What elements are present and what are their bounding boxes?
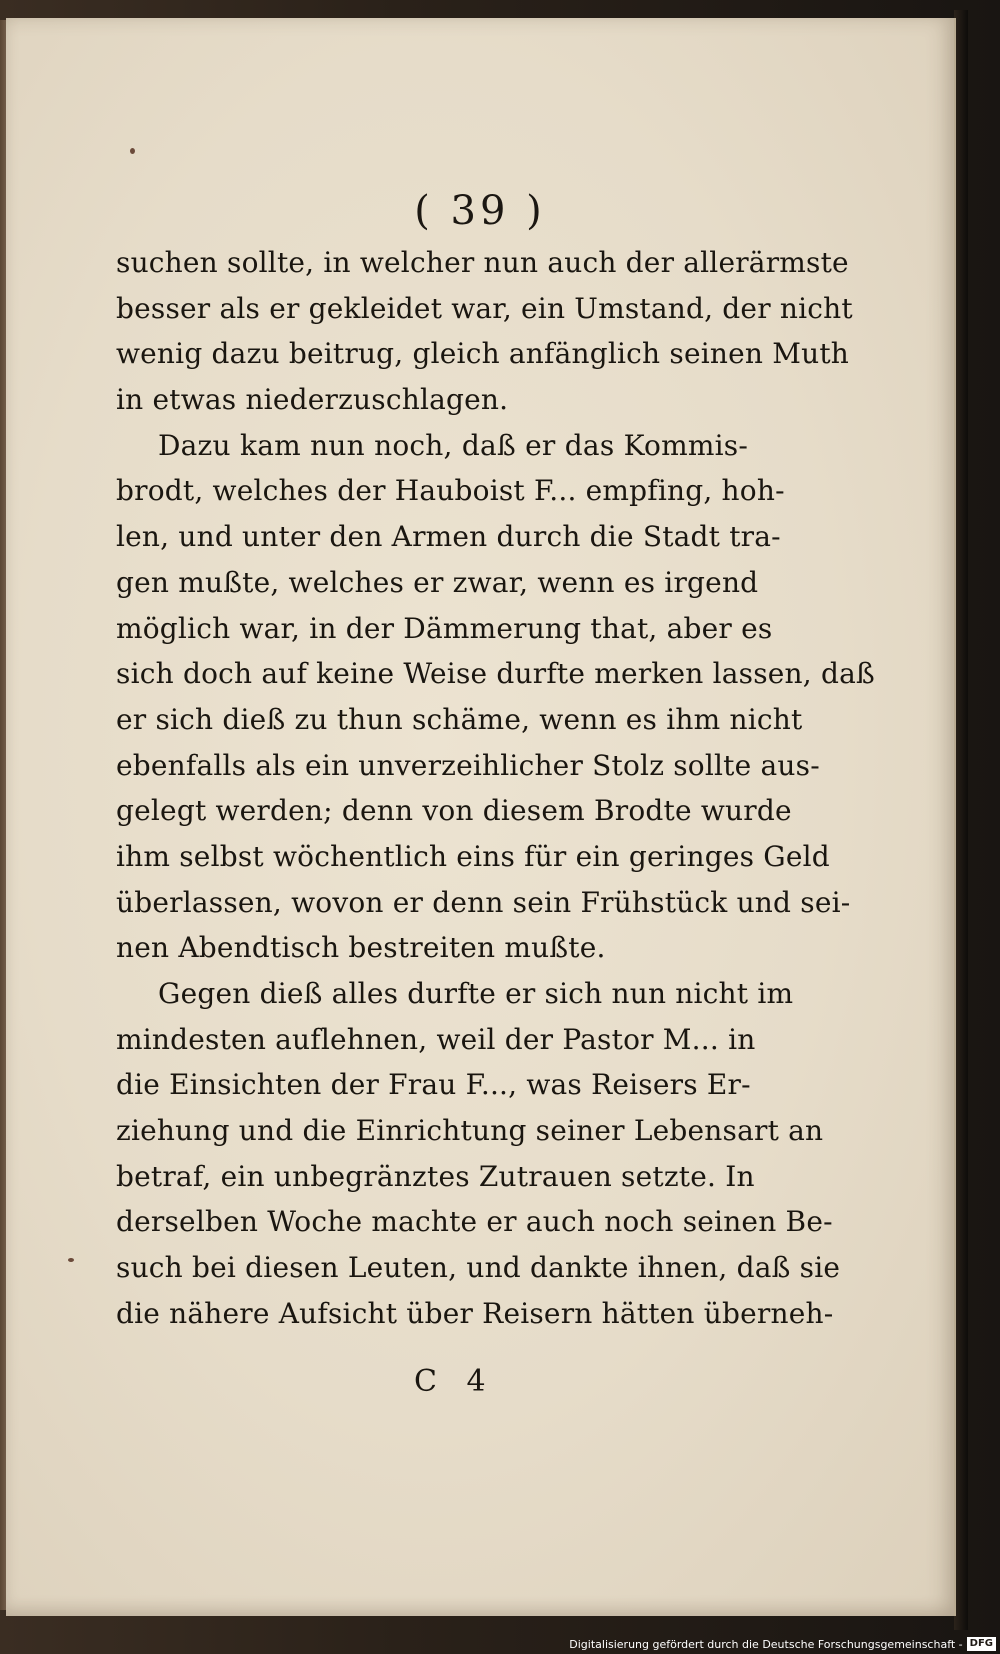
text-line: in etwas niederzuschlagen. (116, 383, 509, 417)
text-line: mindesten auflehnen, weil der Pastor M... in (116, 1022, 756, 1056)
text-line: die nähere Aufsicht über Reisern hätten überneh- (116, 1296, 834, 1330)
text-line: überlassen, wovon er denn sein Frühstück und sei- (116, 885, 851, 919)
printer-signature-mark: C 4 (414, 1364, 496, 1399)
dfg-logo: DFG (967, 1637, 996, 1651)
text-line: er sich dieß zu thun schäme, wenn es ihm nicht (116, 702, 803, 736)
text-line: Dazu kam nun noch, daß er das Kommis- (158, 428, 748, 462)
text-line: such bei diesen Leuten, und dankte ihnen, daß sie (116, 1251, 841, 1285)
ink-speck (130, 148, 135, 154)
text-line: ihm selbst wöchentlich eins für ein geringes Geld (116, 839, 830, 873)
text-line: suchen sollte, in welcher nun auch der allerärmste (116, 246, 849, 279)
text-line: möglich war, in der Dämmerung that, aber es (116, 611, 773, 645)
text-line: wenig dazu beitrug, gleich anfänglich seinen Muth (116, 337, 850, 371)
text-line: derselben Woche machte er auch noch seinen Be- (116, 1205, 833, 1239)
digitization-credit-bar (569, 1634, 1000, 1654)
text-line: gen mußte, welches er zwar, wenn es irgend (116, 565, 759, 599)
digitization-credit-text: Digitalisierung gefördert durch die Deutsche Forschungsgemeinschaft - (569, 1637, 963, 1651)
text-line: die Einsichten der Frau F..., was Reisers Er- (116, 1068, 751, 1102)
text-line: nen Abendtisch bestreiten mußte. (116, 931, 606, 965)
text-line: ebenfalls als ein unverzeihlicher Stolz sollte aus- (116, 748, 820, 782)
page-number-header: ( 39 ) (414, 188, 546, 234)
book-fore-edge (954, 10, 968, 1630)
text-line: gelegt werden; denn von diesem Brodte wurde (116, 794, 792, 828)
text-line: sich doch auf keine Weise durfte merken lassen, daß (116, 657, 875, 691)
text-line: besser als er gekleidet war, ein Umstand, der nicht (116, 291, 853, 325)
text-line: betraf, ein unbegränztes Zutrauen setzte. In (116, 1159, 755, 1193)
body-text (116, 240, 875, 1337)
text-line: len, und unter den Armen durch die Stadt tra- (116, 520, 781, 554)
text-line: ziehung und die Einrichtung seiner Lebensart an (116, 1114, 824, 1148)
text-line: Gegen dieß alles durfte er sich nun nicht im (158, 977, 794, 1010)
ink-speck (68, 1258, 74, 1262)
text-line: brodt, welches der Hauboist F... empfing, hoh- (116, 474, 785, 508)
book-page (6, 18, 956, 1616)
